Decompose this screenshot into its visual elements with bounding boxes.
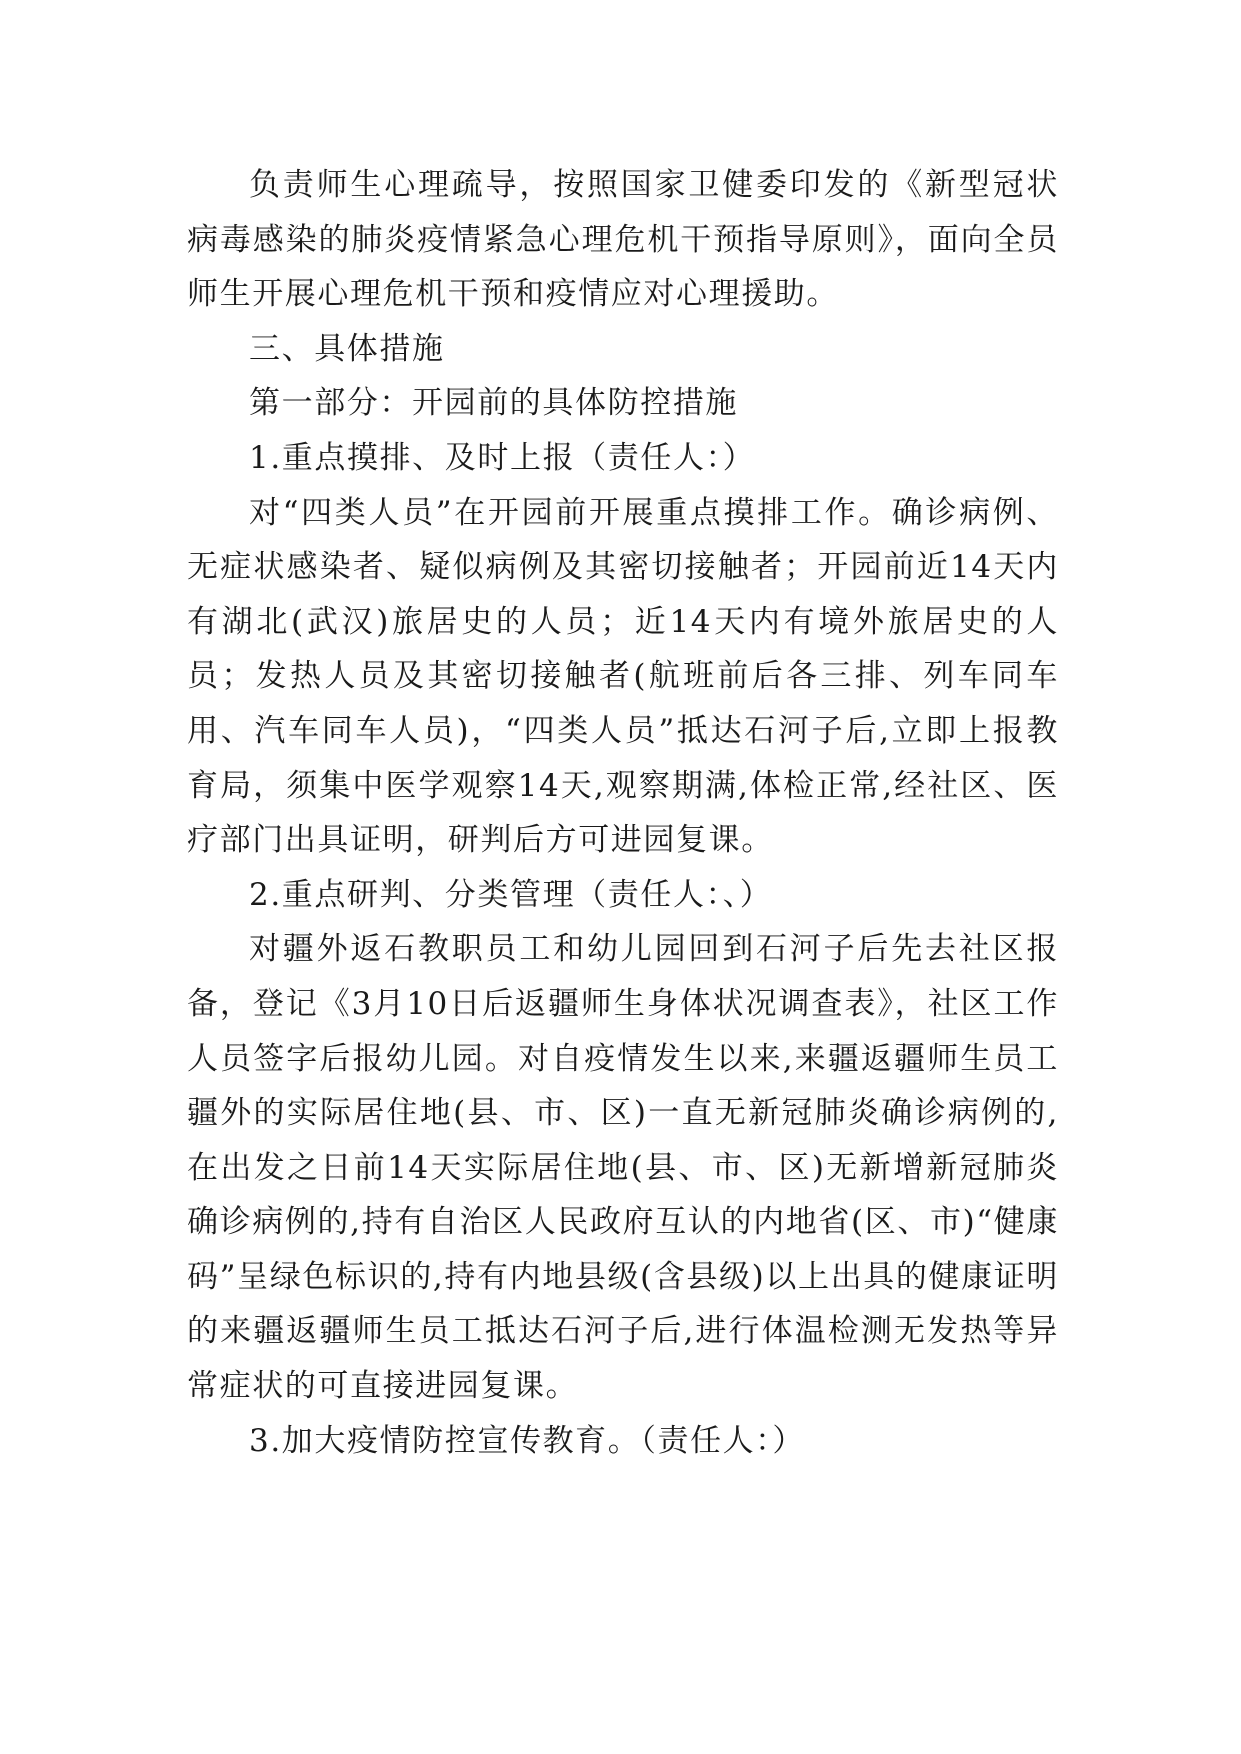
item-heading-2: 2.重点研判、分类管理（责任人：、） (249, 876, 773, 913)
paragraph-psychological-guidance: 负责师生心理疏导，按照国家卫健委印发的《新型冠状病毒感染的肺炎疫情紧急心理危机干预指导原则》，面向全员师生开展心理危机干预和疫情应对心理援助。 (187, 167, 1059, 313)
item-heading-3: 3.加大疫情防控宣传教育。（责任人：） (249, 1422, 805, 1459)
document-body (187, 158, 1059, 1468)
item-heading-1: 1.重点摸排、及时上报（责任人：） (249, 439, 756, 476)
paragraph-classified-management: 对疆外返石教职员工和幼儿园回到石河子后先去社区报备，登记《3月10日后返疆师生身体状况调查表》，社区工作人员签字后报幼儿园。对自疫情发生以来,来疆返疆师生员工疆外的实际居住地(县、市、区)一直无新冠肺炎确诊病例的,在出发之日前14天实际居住地(县、市、区)无新增新冠肺炎确诊病例的,持有自治区人民政府互认的内地省(区、市)“健康码”呈绿色标识的,持有内地县级(含县级)以上出具的健康证明的来疆返疆师生员工抵达石河子后,进行体温检测无发热等异常症状的可直接进园复课。 (187, 931, 1059, 1405)
part-heading-pre-opening: 第一部分：开园前的具体防控措施 (249, 385, 738, 422)
paragraph-four-types-personnel: 对“四类人员”在开园前开展重点摸排工作。确诊病例、无症状感染者、疑似病例及其密切接触者；开园前近14天内有湖北(武汉)旅居史的人员；近14天内有境外旅居史的人员；发热人员及其密切接触者(航班前后各三排、列车同车用、汽车同车人员)，“四类人员”抵达石河子后,立即上报教育局，须集中医学观察14天,观察期满,体检正常,经社区、医疗部门出具证明，研判后方可进园复课。 (187, 494, 1059, 859)
section-heading-specific-measures: 三、具体措施 (249, 330, 445, 367)
